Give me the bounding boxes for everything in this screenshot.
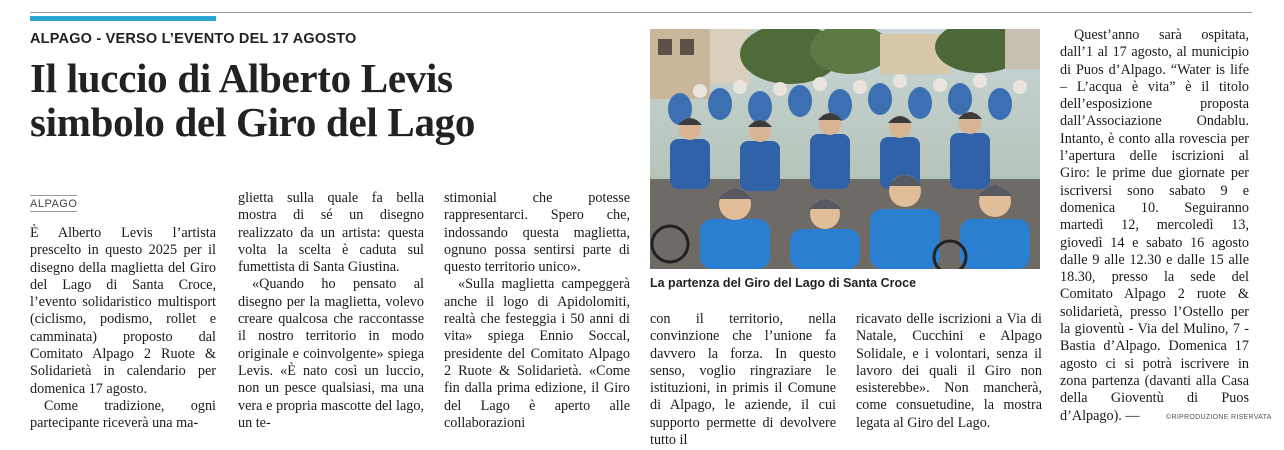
headline [30,56,630,144]
paragraph: Come tradizione, ogni partecipante riceverà una ma- [30,397,216,432]
copyright-credit: ©RIPRODUZIONE RISERVATA [1166,414,1272,421]
article-column-2 [238,190,424,432]
paragraph: Quest’anno sarà ospitata, dall’1 al 17 agosto, al municipio di Puos d’Alpago. “Water is life – L’acqua è vita” è il titolo dell’esposizione proposta dall’Associazione Ondablu. Intanto, è conto alla rovescia per l’apertura delle iscrizioni al Giro: le prime due giornate per iscriversi sono sabato 9 e domenica 10. Seguiranno martedì 12, mercoledì 13, giovedì 14 e sabato 16 agosto dalle 9 alle 12.30 e dalle 15 alle 18.30, presso la sede del Comitato Alpago 2 ruote & solidarietà, presso l’Ostello per la gioventù - Via del Mulino, 7 - Bastia d’Alpago. Domenica 17 agosto ci si potrà iscrivere in zona partenza (davanti alla Casa della Gioventù di Puos d’Alpago). — [1060,27,1249,424]
section-tag: ALPAGO [30,195,77,212]
crowd-of-cyclists-illustration [650,29,1040,269]
paragraph: ricavato delle iscrizioni a Via di Natale, Cucchini e Alpago Solidale, e i volontari, senza il lavoro dei quali il Giro non esisterebbe». Non mancherà, come consuetudine, la mostra legata al Giro del Lago. [856,311,1042,431]
headline-line-1: Il luccio di Alberto Levis [30,55,453,101]
paragraph: stimonial che potesse rappresentarci. Spero che, indossando questa maglietta, ognuno possa sentirsi parte di questo territorio unico». [444,190,630,276]
article-column-6 [1060,27,1249,425]
paragraph: «Sulla maglietta campeggerà anche il logo di Apidolomiti, realtà che festeggia i 50 anni di vita» spiega Ennio Soccal, presidente del Comitato Alpago 2 Ruote & Solidarietà. «Come fin dalla prima edizione, il Giro del Lago è aperto alle collaborazioni [444,276,630,431]
article-column-5 [856,311,1042,432]
article-column-1 [30,225,216,433]
top-rule [30,12,1252,13]
paragraph: È Alberto Levis l’artista prescelto in questo 2025 per il disegno della maglietta del Giro del Lago di Santa Croce, l’evento solidaristico multisport (ciclismo, podismo, rollet e camminata) proposto dal Comitato Alpago 2 Ruote & Solidarietà in calendario per domenica 17 agosto. [30,225,216,397]
photo-caption: La partenza del Giro del Lago di Santa Croce [650,276,917,290]
section-accent-bar [30,16,216,21]
paragraph: glietta sulla quale fa bella mostra di sé un disegno realizzato da un artista: questa volta la scelta è caduta sul fumettista di Santa Giustina. [238,190,424,276]
race-start-photo [650,29,1040,269]
paragraph: con il territorio, nella convinzione che l’unione fa davvero la forza. In questo senso, voglio ringraziare le istituzioni, in primis il Comune di Alpago, le aziende, il cui supporto permette di devolvere tutto il [650,311,836,449]
article-column-4 [650,311,836,449]
article-column-3 [444,190,630,432]
paragraph: «Quando ho pensato al disegno per la maglietta, volevo creare qualcosa che raccontasse il nostro territorio in modo originale e coinvolgente» spiega Levis. «È nato così un luccio, non un pesce qualsiasi, ma una vera e propria mascotte del lago, un te- [238,276,424,431]
kicker: ALPAGO - VERSO L’EVENTO DEL 17 AGOSTO [30,31,357,47]
headline-line-2: simbolo del Giro del Lago [30,99,476,145]
